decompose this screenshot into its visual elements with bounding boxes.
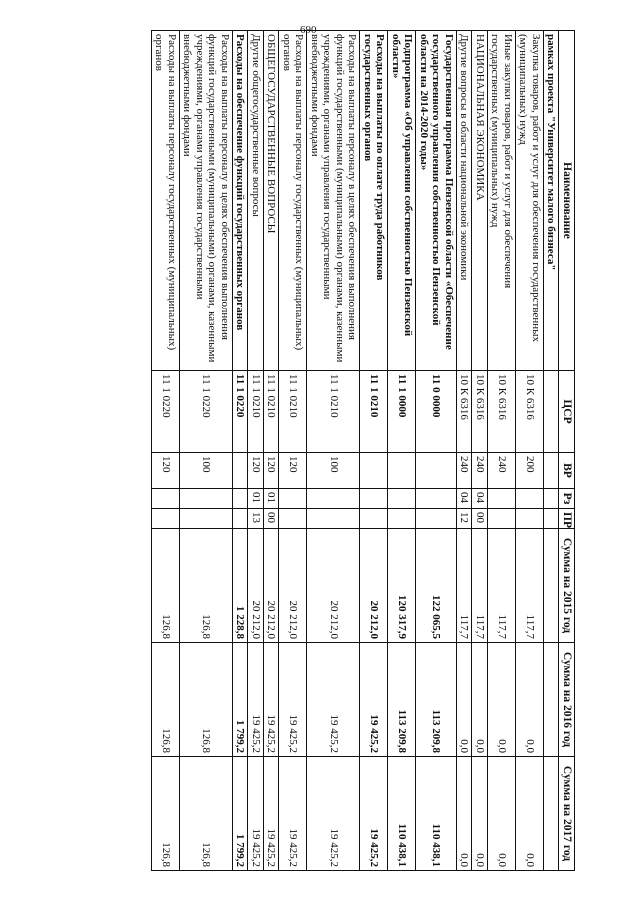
- cell-s2016: 126,8: [180, 643, 233, 757]
- budget-table: [151, 30, 575, 871]
- cell-name: ОБЩЕГОСУДАРСТВЕННЫЕ ВОПРОСЫ: [264, 31, 280, 371]
- cell-pr: [488, 509, 516, 529]
- cell-s2016: 19 425,2: [264, 643, 280, 757]
- cell-s2016: 0,0: [516, 643, 544, 757]
- page-number: 690: [300, 24, 317, 36]
- table-row: [388, 31, 416, 871]
- cell-vr: [233, 453, 249, 489]
- cell-pr: 00: [472, 509, 488, 529]
- cell-vr: 120: [279, 453, 307, 489]
- cell-s2016: 19 425,2: [360, 643, 388, 757]
- cell-s2016: 126,8: [152, 643, 180, 757]
- table-row: [248, 31, 264, 871]
- cell-name: НАЦИОНАЛЬНАЯ ЭКОНОМИКА: [472, 31, 488, 371]
- cell-s2015: 20 212,0: [264, 529, 280, 643]
- cell-rz: [388, 489, 416, 509]
- cell-s2017: 1 799,2: [233, 757, 249, 871]
- cell-s2016: 0,0: [472, 643, 488, 757]
- cell-pr: [233, 509, 249, 529]
- cell-s2017: 0,0: [516, 757, 544, 871]
- cell-rz: [152, 489, 180, 509]
- cell-csr: 10 К 6316: [472, 371, 488, 453]
- cell-vr: 120: [248, 453, 264, 489]
- cell-vr: 100: [180, 453, 233, 489]
- table-row: [152, 31, 180, 871]
- cell-csr: 10 К 6316: [488, 371, 516, 453]
- cell-pr: [416, 509, 457, 529]
- cell-csr: 11 1 0210: [264, 371, 280, 453]
- cell-s2015: 117,7: [457, 529, 473, 643]
- cell-s2015: 120 317,9: [388, 529, 416, 643]
- cell-rz: [360, 489, 388, 509]
- cell-vr: [360, 453, 388, 489]
- cell-name: Расходы на выплаты по оплате труда работников государственных органов: [360, 31, 388, 371]
- cell-csr: 10 К 6316: [516, 371, 544, 453]
- cell-s2016: 1 799,2: [233, 643, 249, 757]
- cell-csr: 11 1 0210: [360, 371, 388, 453]
- table-row: [516, 31, 544, 871]
- cell-csr: 11 1 0000: [388, 371, 416, 453]
- cell-s2015: 20 212,0: [248, 529, 264, 643]
- cell-name: Иные закупки товаров, работ и услуг для обеспечения государственных (муниципальных) нужд: [488, 31, 516, 371]
- cell-vr: [544, 453, 560, 489]
- header-sum-2017: Сумма на 2017 год: [559, 757, 575, 871]
- cell-name: Расходы на выплаты персоналу в целях обеспечения выполнения функций государственными (муниципальными) органами, казенными учреждениями, органами управления государственными внебюджетными фондами: [307, 31, 360, 371]
- cell-rz: [544, 489, 560, 509]
- cell-s2017: 110 438,1: [416, 757, 457, 871]
- cell-s2016: 19 425,2: [307, 643, 360, 757]
- cell-s2017: 19 425,2: [248, 757, 264, 871]
- cell-csr: 11 1 0210: [279, 371, 307, 453]
- cell-s2017: 0,0: [488, 757, 516, 871]
- cell-csr: 11 1 0210: [248, 371, 264, 453]
- header-pr: ПР: [559, 509, 575, 529]
- cell-rz: [416, 489, 457, 509]
- cell-s2016: 113 209,8: [416, 643, 457, 757]
- cell-s2017: 0,0: [472, 757, 488, 871]
- cell-csr: 11 1 0220: [180, 371, 233, 453]
- cell-s2015: 20 212,0: [360, 529, 388, 643]
- cell-pr: [152, 509, 180, 529]
- cell-name: Расходы на выплаты персоналу государственных (муниципальных) органов: [279, 31, 307, 371]
- table-row: [360, 31, 388, 871]
- cell-name: Государственная программа Пензенской области «Обеспечение государственного управления собственностью Пензенской области на 2014-2020 годы»: [416, 31, 457, 371]
- cell-name: Расходы на обеспечение функций государственных органов: [233, 31, 249, 371]
- cell-s2016: 113 209,8: [388, 643, 416, 757]
- table-row: [264, 31, 280, 871]
- cell-pr: 12: [457, 509, 473, 529]
- cell-rz: 04: [472, 489, 488, 509]
- cell-s2017: [544, 757, 560, 871]
- cell-rz: [488, 489, 516, 509]
- cell-s2015: 126,8: [152, 529, 180, 643]
- cell-s2017: 19 425,2: [307, 757, 360, 871]
- cell-pr: [544, 509, 560, 529]
- cell-csr: 11 0 0000: [416, 371, 457, 453]
- header-sum-2015: Сумма на 2015 год: [559, 529, 575, 643]
- cell-pr: [516, 509, 544, 529]
- cell-csr: 11 1 0210: [307, 371, 360, 453]
- cell-s2016: 0,0: [457, 643, 473, 757]
- cell-s2016: 0,0: [488, 643, 516, 757]
- table-row: [233, 31, 249, 871]
- cell-name: Расходы на выплаты персоналу в целях обеспечения выполнения функций государственными (муниципальными) органами, казенными учреждениями, органами управления государственными внебюджетными фондами: [180, 31, 233, 371]
- header-csr: ЦСР: [559, 371, 575, 453]
- cell-name: Другие вопросы в области национальной экономики: [457, 31, 473, 371]
- cell-vr: [416, 453, 457, 489]
- cell-s2017: 19 425,2: [279, 757, 307, 871]
- header-sum-2016: Сумма на 2016 год: [559, 643, 575, 757]
- cell-rz: [279, 489, 307, 509]
- header-vr: ВР: [559, 453, 575, 489]
- cell-pr: 13: [248, 509, 264, 529]
- cell-s2015: [544, 529, 560, 643]
- cell-vr: 240: [488, 453, 516, 489]
- cell-csr: 11 1 0220: [233, 371, 249, 453]
- cell-pr: [279, 509, 307, 529]
- cell-rz: [307, 489, 360, 509]
- table-row: [544, 31, 560, 871]
- cell-vr: 240: [472, 453, 488, 489]
- cell-s2015: 122 065,5: [416, 529, 457, 643]
- cell-name: Другие общегосударственные вопросы: [248, 31, 264, 371]
- cell-s2015: 20 212,0: [279, 529, 307, 643]
- cell-s2015: 117,7: [488, 529, 516, 643]
- cell-s2016: 19 425,2: [279, 643, 307, 757]
- cell-rz: [233, 489, 249, 509]
- cell-s2017: 19 425,2: [264, 757, 280, 871]
- cell-s2015: 126,8: [180, 529, 233, 643]
- cell-s2017: 110 438,1: [388, 757, 416, 871]
- table-row: [307, 31, 360, 871]
- cell-vr: 100: [307, 453, 360, 489]
- cell-s2016: [544, 643, 560, 757]
- cell-s2017: 19 425,2: [360, 757, 388, 871]
- cell-s2015: 1 228,8: [233, 529, 249, 643]
- cell-name: Закупка товаров, работ и услуг для обеспечения государственных (муниципальных) нужд: [516, 31, 544, 371]
- cell-pr: 00: [264, 509, 280, 529]
- cell-vr: 200: [516, 453, 544, 489]
- cell-pr: [360, 509, 388, 529]
- cell-pr: [307, 509, 360, 529]
- cell-name: рамках проекта "Университет малого бизнеса": [544, 31, 560, 371]
- cell-csr: 10 К 6316: [457, 371, 473, 453]
- cell-s2017: 0,0: [457, 757, 473, 871]
- cell-s2015: 117,7: [516, 529, 544, 643]
- rotated-table-container: [151, 30, 575, 870]
- header-name: Наименование: [559, 31, 575, 371]
- cell-name: Расходы на выплаты персоналу государственных (муниципальных) органов: [152, 31, 180, 371]
- cell-vr: 120: [264, 453, 280, 489]
- cell-s2015: 20 212,0: [307, 529, 360, 643]
- cell-csr: 11 1 0220: [152, 371, 180, 453]
- cell-vr: [388, 453, 416, 489]
- cell-s2016: 19 425,2: [248, 643, 264, 757]
- cell-s2015: 117,7: [472, 529, 488, 643]
- cell-name: Подпрограмма «Об управлении собственностью Пензенской области»: [388, 31, 416, 371]
- table-header-row: [559, 31, 575, 871]
- table-row: [279, 31, 307, 871]
- cell-rz: [180, 489, 233, 509]
- cell-pr: [180, 509, 233, 529]
- cell-s2017: 126,8: [180, 757, 233, 871]
- cell-pr: [388, 509, 416, 529]
- cell-vr: 120: [152, 453, 180, 489]
- table-row: [472, 31, 488, 871]
- table-row: [457, 31, 473, 871]
- table-row: [416, 31, 457, 871]
- cell-rz: [516, 489, 544, 509]
- cell-s2017: 126,8: [152, 757, 180, 871]
- cell-csr: [544, 371, 560, 453]
- cell-vr: 240: [457, 453, 473, 489]
- cell-rz: 01: [248, 489, 264, 509]
- table-row: [488, 31, 516, 871]
- cell-rz: 04: [457, 489, 473, 509]
- header-rz: Рз: [559, 489, 575, 509]
- cell-rz: 01: [264, 489, 280, 509]
- table-row: [180, 31, 233, 871]
